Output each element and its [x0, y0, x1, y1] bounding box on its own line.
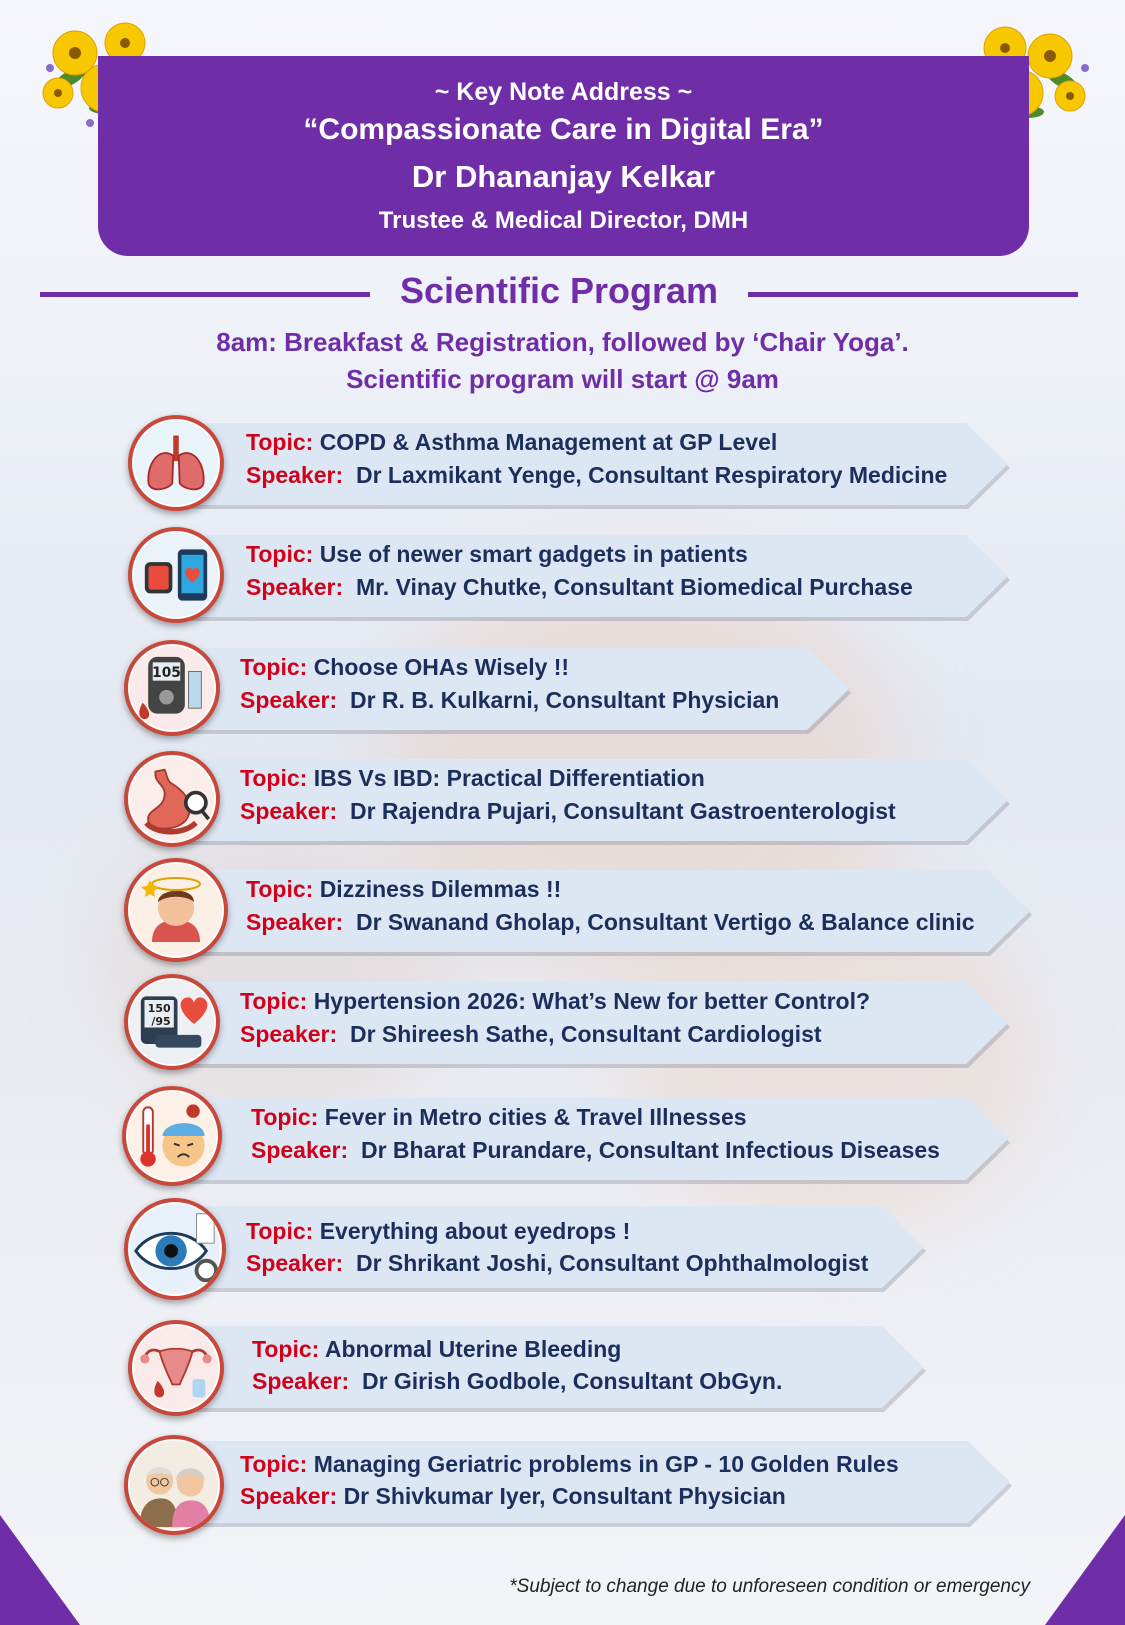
session-topic — [246, 1218, 630, 1245]
session-topic — [251, 1104, 747, 1131]
keynote-speaker: Dr Dhananjay Kelkar — [411, 159, 716, 194]
session-topic — [246, 541, 748, 568]
speaker-label: Speaker: — [251, 1137, 349, 1163]
corner-decoration — [0, 1515, 80, 1625]
session-row — [128, 1336, 924, 1438]
glucometer-icon — [124, 640, 220, 736]
session-row — [124, 751, 1008, 847]
keynote-label: ~ Key Note Address ~ — [434, 78, 693, 106]
intro-line: Scientific program will start @ 9am — [346, 364, 779, 394]
speaker-text: Mr. Vinay Chutke, Consultant Biomedical Purchase — [355, 574, 913, 600]
session-speaker — [240, 1021, 822, 1048]
session-topic — [246, 429, 777, 456]
speaker-text: Dr R. B. Kulkarni, Consultant Physician — [349, 687, 780, 713]
speaker-text: Dr Shireesh Sathe, Consultant Cardiologist — [349, 1021, 822, 1047]
session-speaker — [246, 909, 975, 936]
topic-text: Use of newer smart gadgets in patients — [319, 541, 748, 567]
topic-label: Topic: — [246, 876, 314, 902]
speaker-text: Dr Girish Godbole, Consultant ObGyn. — [361, 1368, 783, 1394]
bp-reading-bottom: /95 — [151, 1014, 171, 1028]
elderly-couple-icon — [124, 1435, 224, 1535]
session-speaker — [252, 1368, 782, 1395]
session-row — [128, 527, 1008, 623]
topic-label: Topic: — [240, 1451, 308, 1477]
session-speaker — [251, 1137, 940, 1164]
fever-icon — [122, 1086, 222, 1186]
keynote-speaker-role: Trustee & Medical Director, DMH — [378, 207, 749, 234]
session-topic — [246, 876, 561, 903]
topic-label: Topic: — [240, 654, 308, 680]
speaker-label: Speaker: — [240, 1483, 338, 1509]
speaker-text: Dr Shivkumar Iyer, Consultant Physician — [343, 1483, 786, 1509]
session-row — [124, 1451, 1010, 1553]
dizzy-head-icon — [124, 858, 228, 962]
session-row — [124, 1218, 924, 1320]
session-topic — [240, 1451, 899, 1478]
topic-text: Managing Geriatric problems in GP - 10 Golden Rules — [313, 1451, 899, 1477]
topic-text: Choose OHAs Wisely !! — [313, 654, 570, 680]
topic-text: Everything about eyedrops ! — [319, 1218, 631, 1244]
smart-gadgets-icon — [128, 527, 224, 623]
topic-label: Topic: — [246, 429, 314, 455]
divider — [40, 292, 370, 297]
topic-label: Topic: — [252, 1336, 320, 1362]
session-speaker — [246, 1250, 868, 1277]
topic-label: Topic: — [246, 1218, 314, 1244]
topic-text: Hypertension 2026: What’s New for better Control? — [313, 988, 871, 1014]
topic-text: Dizziness Dilemmas !! — [319, 876, 562, 902]
speaker-label: Speaker: — [240, 687, 338, 713]
bp-reading-top: 150 — [147, 1001, 171, 1015]
session-speaker — [246, 462, 947, 489]
glucose-reading: 105 — [152, 665, 181, 681]
intro-line: 8am: Breakfast & Registration, followed by ‘Chair Yoga’. — [216, 327, 909, 357]
keynote-title: “Compassionate Care in Digital Era” — [303, 113, 824, 146]
session-topic — [240, 654, 569, 681]
speaker-label: Speaker: — [240, 798, 338, 824]
keynote-banner — [98, 56, 1029, 256]
topic-text: Fever in Metro cities & Travel Illnesses — [324, 1104, 747, 1130]
session-speaker — [240, 687, 779, 714]
speaker-label: Speaker: — [252, 1368, 350, 1394]
session-topic — [240, 765, 705, 792]
eye-icon — [124, 1198, 226, 1300]
topic-label: Topic: — [246, 541, 314, 567]
speaker-label: Speaker: — [246, 574, 344, 600]
session-speaker — [240, 1483, 786, 1510]
topic-label: Topic: — [240, 765, 308, 791]
session-row — [124, 862, 1030, 958]
corner-decoration — [1045, 1515, 1125, 1625]
speaker-text: Dr Shrikant Joshi, Consultant Ophthalmologist — [355, 1250, 869, 1276]
session-speaker — [246, 574, 913, 601]
session-speaker — [240, 798, 896, 825]
speaker-label: Speaker: — [246, 1250, 344, 1276]
divider — [748, 292, 1078, 297]
blood-pressure-icon — [124, 974, 220, 1070]
topic-text: COPD & Asthma Management at GP Level — [319, 429, 778, 455]
footer-note: *Subject to change due to unforeseen condition or emergency — [509, 1576, 1030, 1597]
speaker-text: Dr Rajendra Pujari, Consultant Gastroenterologist — [349, 798, 896, 824]
topic-label: Topic: — [240, 988, 308, 1014]
session-topic — [252, 1336, 621, 1363]
topic-text: Abnormal Uterine Bleeding — [324, 1336, 622, 1362]
speaker-label: Speaker: — [240, 1021, 338, 1047]
speaker-text: Dr Swanand Gholap, Consultant Vertigo & Balance clinic — [355, 909, 975, 935]
speaker-label: Speaker: — [246, 909, 344, 935]
speaker-text: Dr Bharat Purandare, Consultant Infectious Diseases — [360, 1137, 940, 1163]
session-row — [124, 974, 1008, 1070]
section-title: Scientific Program — [399, 270, 719, 311]
session-row — [128, 415, 1008, 511]
speaker-text: Dr Laxmikant Yenge, Consultant Respiratory Medicine — [355, 462, 948, 488]
stomach-icon — [124, 751, 220, 847]
lungs-icon — [128, 415, 224, 511]
session-row — [122, 1090, 1008, 1186]
uterus-icon — [128, 1320, 224, 1416]
session-topic — [240, 988, 870, 1015]
topic-label: Topic: — [251, 1104, 319, 1130]
topic-text: IBS Vs IBD: Practical Differentiation — [313, 765, 705, 791]
speaker-label: Speaker: — [246, 462, 344, 488]
session-row — [124, 640, 849, 736]
